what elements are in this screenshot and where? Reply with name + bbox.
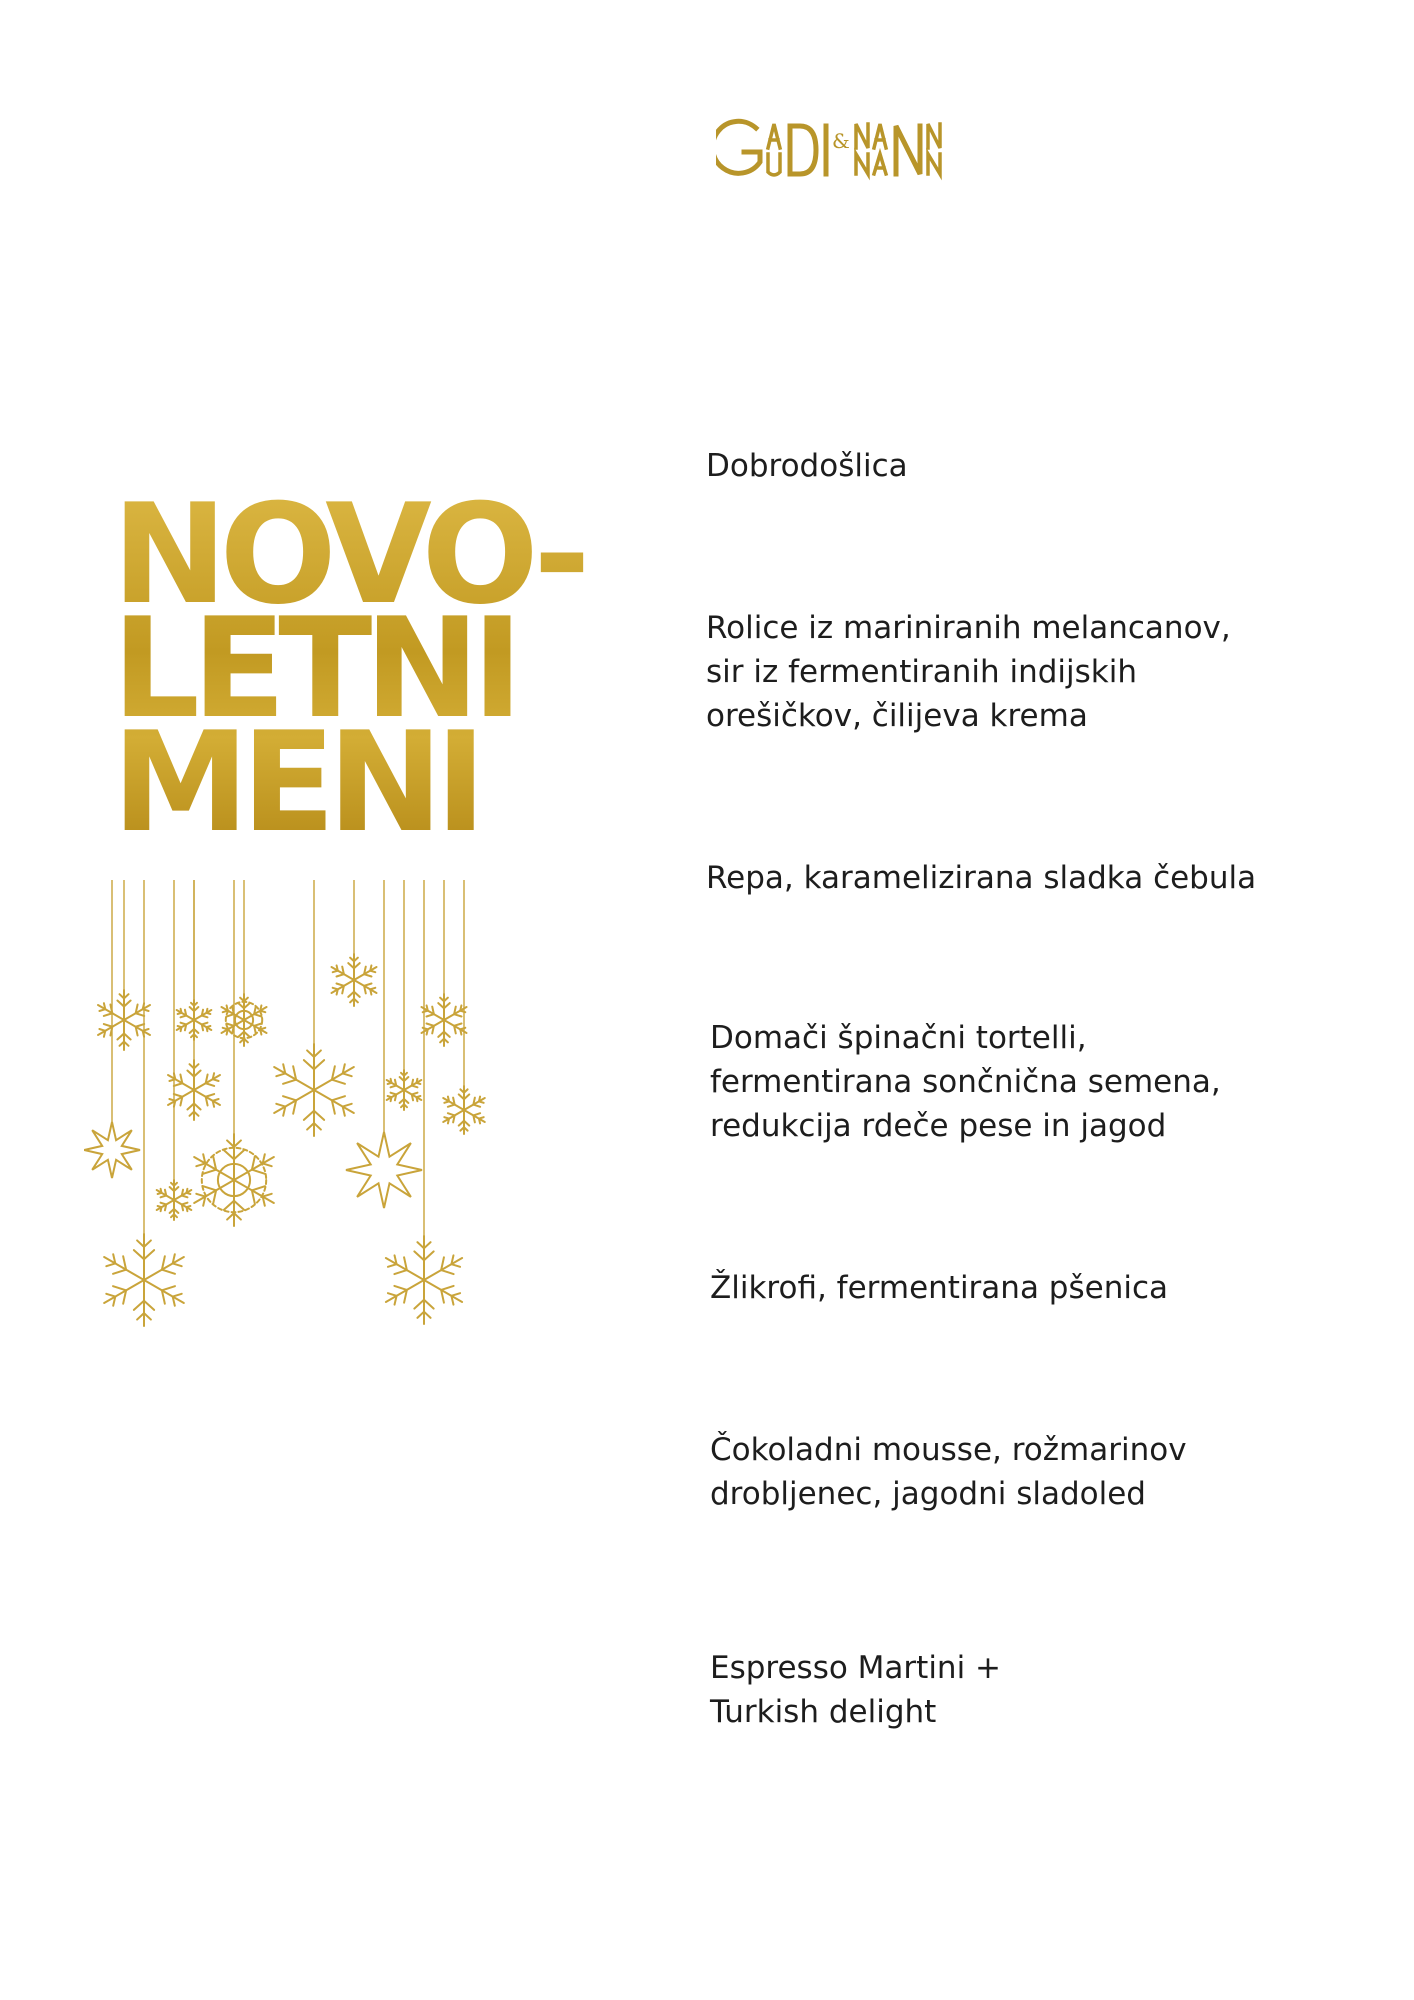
menu-course: Domači špinačni tortelli, fermentirana sončnična semena, redukcija rdeče pese in jagod [710,1020,1221,1144]
title-line: LETNI [112,588,516,749]
snowflake-ornament-icon [329,954,380,1006]
snowflake-ornament-icon [419,994,470,1046]
snowflake-ornament-icon [381,1236,467,1324]
menu-course: Espresso Martini + Turkish delight [710,1650,1002,1730]
snowflake-ornament-icon [189,1134,279,1226]
snowflake-ornament-icon [384,1070,423,1110]
menu-course: Čokoladni mousse, rožmarinov drobljenec, jagodni sladoled [710,1432,1187,1512]
brand-logo [716,118,956,182]
menu-course: Dobrodošlica [706,448,908,484]
snowflake-ornament-icon [441,1086,488,1134]
menu-title [112,474,612,863]
menu-course: Repa, karamelizirana sladka čebula [706,860,1257,896]
menu-course: Žlikrofi, fermentirana pšenica [710,1270,1168,1306]
title-line: NOVO- [112,474,583,635]
svg-text:&: & [832,129,850,153]
snowflake-ornament-icon [154,1180,193,1220]
snowflake-ornament-icon [346,1132,422,1208]
snowflake-ornament-icon [269,1044,359,1136]
hanging-snowflakes-icon [84,880,504,1340]
snowflake-ornament-icon [174,1000,213,1040]
logo-icon [716,118,956,182]
menu-course: Rolice iz mariniranih melancanov, sir iz fermentiranih indijskih orešičkov, čilijeva krema [706,610,1231,734]
snowflake-ornament-icon [84,1122,140,1178]
snowflake-ornament-icon [99,1234,189,1326]
snowflake-ornament-icon [219,994,270,1046]
title-line: MENI [112,702,479,863]
